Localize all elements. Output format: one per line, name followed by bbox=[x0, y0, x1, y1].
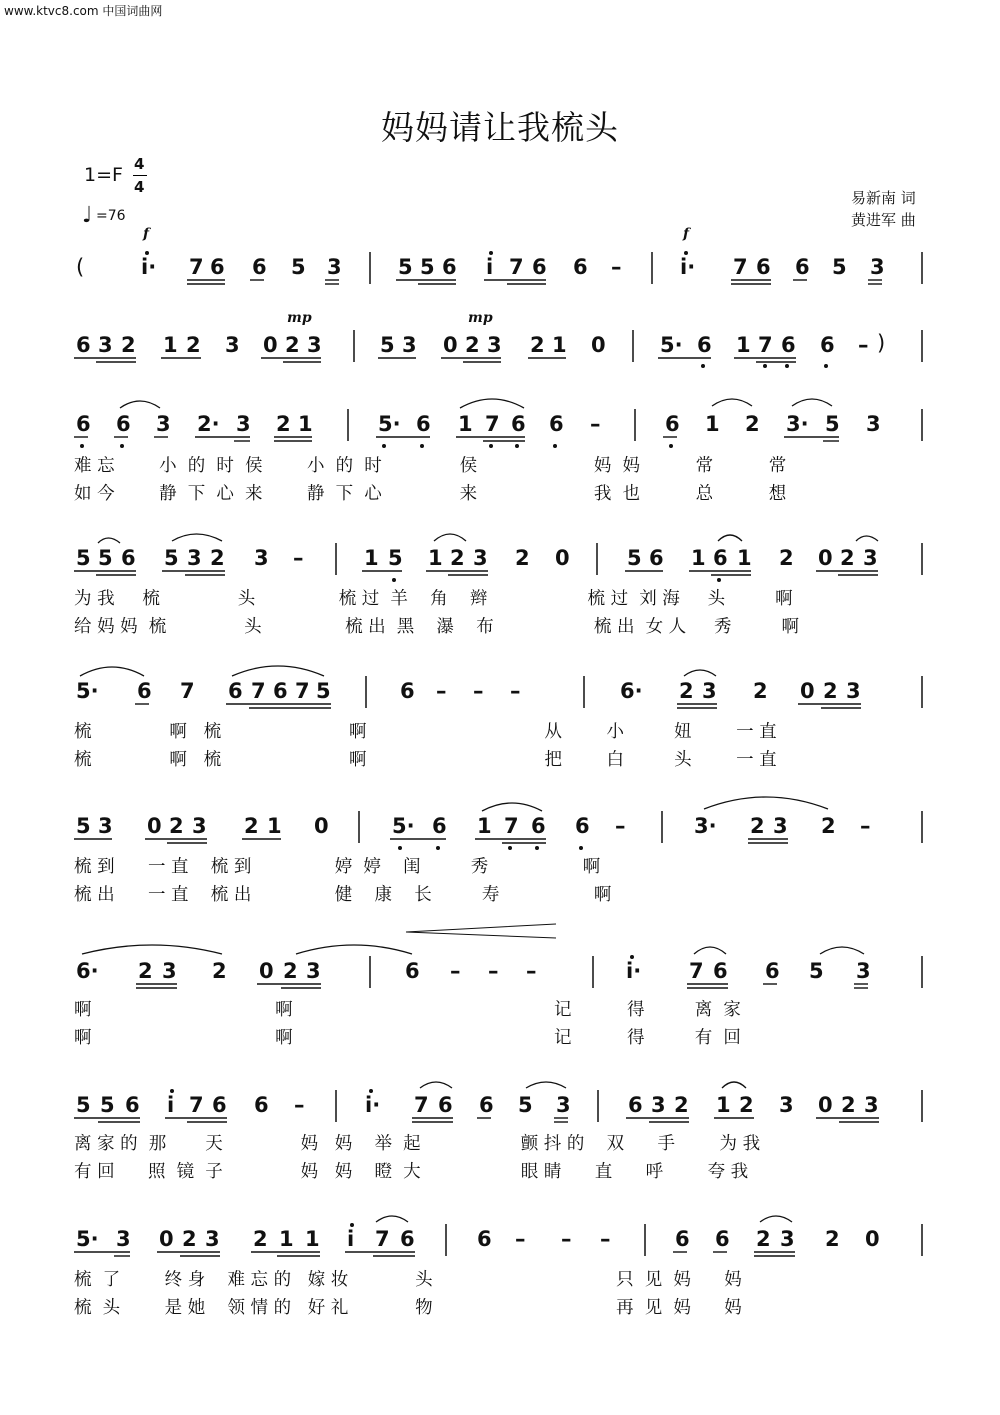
lyric-verse-1: 梳 到 一 直 梳 到 婷 婷 闺 秀 啊 bbox=[74, 857, 601, 877]
svg-text:5: 5 bbox=[398, 255, 413, 279]
svg-text:): ) bbox=[877, 331, 886, 355]
svg-text:5: 5 bbox=[832, 255, 847, 279]
svg-text:–: – bbox=[860, 814, 871, 838]
svg-text:7: 7 bbox=[375, 1227, 390, 1251]
notation-row-1 bbox=[0, 228, 1000, 298]
svg-text:5·: 5· bbox=[76, 679, 99, 703]
svg-text:3: 3 bbox=[863, 546, 878, 570]
svg-text:2: 2 bbox=[186, 333, 201, 357]
svg-text:6: 6 bbox=[713, 959, 728, 983]
svg-text:2: 2 bbox=[212, 959, 227, 983]
site-watermark: www.ktvc8.com 中国词曲网 bbox=[4, 4, 163, 18]
lyric-verse-2: 梳 出 一 直 梳 出 健 康 长 寿 啊 bbox=[74, 885, 612, 905]
svg-text:3: 3 bbox=[870, 255, 885, 279]
svg-text:3: 3 bbox=[98, 814, 113, 838]
svg-text:1: 1 bbox=[705, 412, 720, 436]
svg-text:6: 6 bbox=[442, 255, 457, 279]
svg-text:0: 0 bbox=[159, 1227, 174, 1251]
composer-credit: 黄进军 曲 bbox=[851, 211, 916, 229]
notation-row-8 bbox=[0, 1068, 1000, 1138]
svg-text:7: 7 bbox=[251, 679, 266, 703]
lyric-verse-1: 啊 啊 记 得 离 家 bbox=[74, 1000, 741, 1020]
svg-text:6·: 6· bbox=[76, 959, 99, 983]
svg-text:i: i bbox=[167, 1093, 175, 1117]
svg-text:6: 6 bbox=[697, 333, 712, 357]
lyric-verse-2: 梳 头 是 她 领 情 的 好 礼 物 再 见 妈 妈 bbox=[74, 1298, 742, 1318]
svg-text:2: 2 bbox=[779, 546, 794, 570]
svg-text:6: 6 bbox=[573, 255, 588, 279]
svg-text:1: 1 bbox=[364, 546, 379, 570]
svg-text:3: 3 bbox=[866, 412, 881, 436]
svg-text:3: 3 bbox=[192, 814, 207, 838]
svg-text:5: 5 bbox=[825, 412, 840, 436]
svg-text:5: 5 bbox=[291, 255, 306, 279]
svg-text:7: 7 bbox=[189, 1093, 204, 1117]
lyric-verse-1: 离 家 的 那 天 妈 妈 举 起 颤 抖 的 双 手 为 我 bbox=[74, 1134, 761, 1154]
svg-text:–: – bbox=[600, 1227, 611, 1251]
notation-row-4 bbox=[0, 515, 1000, 585]
lyric-verse-1: 梳 了 终 身 难 忘 的 嫁 妆 头 只 见 妈 妈 bbox=[74, 1270, 742, 1290]
svg-text:i·: i· bbox=[680, 255, 696, 279]
svg-text:5·: 5· bbox=[392, 814, 415, 838]
svg-text:6: 6 bbox=[665, 412, 680, 436]
svg-text:3: 3 bbox=[473, 546, 488, 570]
svg-text:6: 6 bbox=[137, 679, 152, 703]
svg-text:–: – bbox=[590, 412, 601, 436]
svg-text:6: 6 bbox=[765, 959, 780, 983]
lyric-verse-2: 有 回 照 镜 子 妈 妈 瞪 大 眼 睛 直 呼 夸 我 bbox=[74, 1162, 749, 1182]
svg-text:–: – bbox=[293, 546, 304, 570]
svg-text:5: 5 bbox=[627, 546, 642, 570]
svg-text:i: i bbox=[486, 255, 494, 279]
svg-text:3: 3 bbox=[205, 1227, 220, 1251]
svg-text:6: 6 bbox=[405, 959, 420, 983]
svg-text:6: 6 bbox=[675, 1227, 690, 1251]
svg-text:3: 3 bbox=[156, 412, 171, 436]
svg-text:3: 3 bbox=[236, 412, 251, 436]
svg-text:1: 1 bbox=[267, 814, 282, 838]
svg-text:6: 6 bbox=[210, 255, 225, 279]
staff-row-3 bbox=[0, 380, 1000, 510]
lyric-verse-1: 梳 啊 梳 啊 从 小 妞 一 直 bbox=[74, 722, 777, 742]
svg-text:6: 6 bbox=[400, 1227, 415, 1251]
svg-text:7: 7 bbox=[485, 412, 500, 436]
dynamic-mezzo-piano: mp bbox=[468, 310, 493, 326]
svg-text:3: 3 bbox=[162, 959, 177, 983]
svg-text:0: 0 bbox=[818, 546, 833, 570]
svg-text:3: 3 bbox=[651, 1093, 666, 1117]
svg-text:6: 6 bbox=[715, 1227, 730, 1251]
svg-text:–: – bbox=[561, 1227, 572, 1251]
svg-text:–: – bbox=[436, 679, 447, 703]
svg-text:6: 6 bbox=[76, 412, 91, 436]
svg-text:0: 0 bbox=[263, 333, 278, 357]
svg-text:2: 2 bbox=[750, 814, 765, 838]
svg-text:–: – bbox=[473, 679, 484, 703]
svg-text:6: 6 bbox=[432, 814, 447, 838]
svg-text:7: 7 bbox=[733, 255, 748, 279]
svg-text:1: 1 bbox=[552, 333, 567, 357]
svg-text:2: 2 bbox=[515, 546, 530, 570]
svg-text:6: 6 bbox=[549, 412, 564, 436]
time-signature-bar bbox=[133, 175, 147, 176]
svg-text:3·: 3· bbox=[786, 412, 809, 436]
notation-row-2 bbox=[0, 296, 1000, 366]
tempo-value: =76 bbox=[96, 208, 126, 224]
notation-row-6 bbox=[0, 785, 1000, 855]
staff-row-8 bbox=[0, 1068, 1000, 1198]
svg-text:7: 7 bbox=[414, 1093, 429, 1117]
svg-text:6: 6 bbox=[273, 679, 288, 703]
svg-text:2: 2 bbox=[823, 679, 838, 703]
svg-text:2: 2 bbox=[530, 333, 545, 357]
svg-text:2: 2 bbox=[821, 814, 836, 838]
svg-text:6: 6 bbox=[628, 1093, 643, 1117]
dynamic-forte: f bbox=[683, 226, 690, 242]
svg-text:3: 3 bbox=[254, 546, 269, 570]
staff-row-9 bbox=[0, 1204, 1000, 1334]
notation-row-7 bbox=[0, 920, 1000, 990]
svg-text:3: 3 bbox=[780, 1227, 795, 1251]
svg-text:2: 2 bbox=[841, 1093, 856, 1117]
svg-text:2: 2 bbox=[138, 959, 153, 983]
svg-text:5: 5 bbox=[76, 814, 91, 838]
svg-text:3: 3 bbox=[306, 959, 321, 983]
svg-text:–: – bbox=[294, 1093, 305, 1117]
page-title: 妈妈请让我梳头 bbox=[381, 108, 619, 147]
staff-row-6 bbox=[0, 785, 1000, 915]
svg-text:2: 2 bbox=[244, 814, 259, 838]
svg-text:7: 7 bbox=[689, 959, 704, 983]
svg-text:3: 3 bbox=[556, 1093, 571, 1117]
svg-text:6: 6 bbox=[713, 546, 728, 570]
svg-text:5: 5 bbox=[76, 546, 91, 570]
svg-text:6·: 6· bbox=[620, 679, 643, 703]
svg-text:–: – bbox=[450, 959, 461, 983]
svg-text:1: 1 bbox=[716, 1093, 731, 1117]
svg-text:–: – bbox=[615, 814, 626, 838]
svg-text:1: 1 bbox=[737, 546, 752, 570]
svg-text:1: 1 bbox=[477, 814, 492, 838]
svg-text:0: 0 bbox=[800, 679, 815, 703]
svg-text:5: 5 bbox=[388, 546, 403, 570]
svg-text:5·: 5· bbox=[76, 1227, 99, 1251]
svg-text:3: 3 bbox=[187, 546, 202, 570]
svg-text:2: 2 bbox=[283, 959, 298, 983]
svg-text:2: 2 bbox=[450, 546, 465, 570]
svg-text:5·: 5· bbox=[378, 412, 401, 436]
svg-text:2: 2 bbox=[739, 1093, 754, 1117]
svg-text:i: i bbox=[347, 1227, 355, 1251]
svg-text:0: 0 bbox=[865, 1227, 880, 1251]
svg-text:7: 7 bbox=[295, 679, 310, 703]
dynamic-forte: f bbox=[143, 226, 150, 242]
svg-text:6: 6 bbox=[252, 255, 267, 279]
svg-text:2: 2 bbox=[679, 679, 694, 703]
svg-text:(: ( bbox=[76, 255, 85, 279]
svg-text:5: 5 bbox=[98, 546, 113, 570]
key-signature: 1=F bbox=[84, 164, 123, 186]
svg-text:–: – bbox=[611, 255, 622, 279]
svg-text:3·: 3· bbox=[694, 814, 717, 838]
svg-text:0: 0 bbox=[147, 814, 162, 838]
svg-text:3: 3 bbox=[846, 679, 861, 703]
svg-text:–: – bbox=[515, 1227, 526, 1251]
svg-text:7: 7 bbox=[509, 255, 524, 279]
lyric-verse-2: 如 今 静 下 心 来 静 下 心 来 我 也 总 想 bbox=[74, 484, 787, 504]
svg-text:1: 1 bbox=[305, 1227, 320, 1251]
time-signature-top: 4 bbox=[134, 155, 145, 173]
svg-text:2: 2 bbox=[756, 1227, 771, 1251]
svg-text:6: 6 bbox=[125, 1093, 140, 1117]
svg-text:i·: i· bbox=[365, 1093, 381, 1117]
svg-text:7: 7 bbox=[180, 679, 195, 703]
lyric-verse-2: 梳 啊 梳 啊 把 白 头 一 直 bbox=[74, 750, 777, 770]
lyric-verse-1: 难 忘 小 的 时 侯 小 的 时 侯 妈 妈 常 常 bbox=[74, 456, 787, 476]
svg-text:2: 2 bbox=[753, 679, 768, 703]
svg-text:6: 6 bbox=[575, 814, 590, 838]
svg-text:3: 3 bbox=[307, 333, 322, 357]
lyric-verse-2: 啊 啊 记 得 有 回 bbox=[74, 1028, 741, 1048]
svg-text:0: 0 bbox=[818, 1093, 833, 1117]
svg-text:6: 6 bbox=[532, 255, 547, 279]
svg-text:3: 3 bbox=[702, 679, 717, 703]
svg-text:3: 3 bbox=[116, 1227, 131, 1251]
svg-text:2: 2 bbox=[840, 546, 855, 570]
svg-text:5: 5 bbox=[420, 255, 435, 279]
svg-text:2·: 2· bbox=[197, 412, 220, 436]
svg-text:6: 6 bbox=[76, 333, 91, 357]
svg-text:6: 6 bbox=[477, 1227, 492, 1251]
lyricist-credit: 易新南 词 bbox=[851, 189, 916, 207]
svg-text:6: 6 bbox=[479, 1093, 494, 1117]
dynamic-mezzo-piano: mp bbox=[287, 310, 312, 326]
svg-text:6: 6 bbox=[756, 255, 771, 279]
svg-text:1: 1 bbox=[458, 412, 473, 436]
svg-text:6: 6 bbox=[400, 679, 415, 703]
quarter-note-icon: ♩ bbox=[82, 203, 93, 228]
svg-text:6: 6 bbox=[511, 412, 526, 436]
svg-text:6: 6 bbox=[438, 1093, 453, 1117]
svg-text:3: 3 bbox=[856, 959, 871, 983]
svg-text:2: 2 bbox=[253, 1227, 268, 1251]
svg-text:0: 0 bbox=[314, 814, 329, 838]
svg-text:3: 3 bbox=[779, 1093, 794, 1117]
svg-text:2: 2 bbox=[276, 412, 291, 436]
svg-text:3: 3 bbox=[773, 814, 788, 838]
staff-row-7 bbox=[0, 920, 1000, 1050]
svg-text:6: 6 bbox=[121, 546, 136, 570]
svg-text:–: – bbox=[488, 959, 499, 983]
svg-text:3: 3 bbox=[487, 333, 502, 357]
svg-text:6: 6 bbox=[212, 1093, 227, 1117]
svg-text:1: 1 bbox=[279, 1227, 294, 1251]
svg-text:5: 5 bbox=[76, 1093, 91, 1117]
svg-text:6: 6 bbox=[116, 412, 131, 436]
lyric-verse-2: 给 妈 妈 梳 头 梳 出 黑 瀑 布 梳 出 女 人 秀 啊 bbox=[74, 617, 800, 637]
time-signature-bottom: 4 bbox=[134, 178, 145, 196]
svg-text:2: 2 bbox=[745, 412, 760, 436]
svg-text:6: 6 bbox=[820, 333, 835, 357]
svg-text:2: 2 bbox=[465, 333, 480, 357]
svg-text:7: 7 bbox=[189, 255, 204, 279]
svg-text:1: 1 bbox=[691, 546, 706, 570]
svg-text:7: 7 bbox=[758, 333, 773, 357]
svg-text:5: 5 bbox=[316, 679, 331, 703]
svg-text:6: 6 bbox=[649, 546, 664, 570]
svg-text:2: 2 bbox=[121, 333, 136, 357]
svg-text:i·: i· bbox=[141, 255, 157, 279]
svg-text:1: 1 bbox=[428, 546, 443, 570]
notation-row-3 bbox=[0, 380, 1000, 450]
svg-text:0: 0 bbox=[443, 333, 458, 357]
svg-text:6: 6 bbox=[531, 814, 546, 838]
staff-row-5 bbox=[0, 650, 1000, 780]
svg-text:2: 2 bbox=[285, 333, 300, 357]
diminuendo-hairpin bbox=[406, 924, 556, 938]
svg-text:2: 2 bbox=[169, 814, 184, 838]
svg-text:2: 2 bbox=[825, 1227, 840, 1251]
svg-text:6: 6 bbox=[416, 412, 431, 436]
svg-text:2: 2 bbox=[182, 1227, 197, 1251]
svg-text:3: 3 bbox=[864, 1093, 879, 1117]
svg-text:3: 3 bbox=[225, 333, 240, 357]
svg-text:6: 6 bbox=[781, 333, 796, 357]
svg-text:–: – bbox=[526, 959, 537, 983]
svg-text:1: 1 bbox=[298, 412, 313, 436]
svg-text:3: 3 bbox=[98, 333, 113, 357]
svg-text:5·: 5· bbox=[660, 333, 683, 357]
svg-text:1: 1 bbox=[163, 333, 178, 357]
svg-text:0: 0 bbox=[555, 546, 570, 570]
svg-text:0: 0 bbox=[591, 333, 606, 357]
svg-text:i·: i· bbox=[626, 959, 642, 983]
lyric-verse-1: 为 我 梳 头 梳 过 羊 角 辫 梳 过 刘 海 头 啊 bbox=[74, 589, 793, 609]
svg-text:5: 5 bbox=[100, 1093, 115, 1117]
svg-text:3: 3 bbox=[327, 255, 342, 279]
svg-text:6: 6 bbox=[795, 255, 810, 279]
svg-text:5: 5 bbox=[518, 1093, 533, 1117]
svg-text:2: 2 bbox=[674, 1093, 689, 1117]
notation-row-9 bbox=[0, 1204, 1000, 1274]
svg-text:6: 6 bbox=[254, 1093, 269, 1117]
svg-text:3: 3 bbox=[402, 333, 417, 357]
svg-text:5: 5 bbox=[380, 333, 395, 357]
svg-text:7: 7 bbox=[504, 814, 519, 838]
svg-text:1: 1 bbox=[736, 333, 751, 357]
svg-text:0: 0 bbox=[259, 959, 274, 983]
notation-row-5 bbox=[0, 650, 1000, 720]
svg-text:–: – bbox=[858, 333, 869, 357]
svg-text:6: 6 bbox=[228, 679, 243, 703]
svg-text:2: 2 bbox=[210, 546, 225, 570]
svg-text:–: – bbox=[510, 679, 521, 703]
staff-row-4 bbox=[0, 515, 1000, 645]
svg-text:5: 5 bbox=[164, 546, 179, 570]
svg-text:5: 5 bbox=[809, 959, 824, 983]
